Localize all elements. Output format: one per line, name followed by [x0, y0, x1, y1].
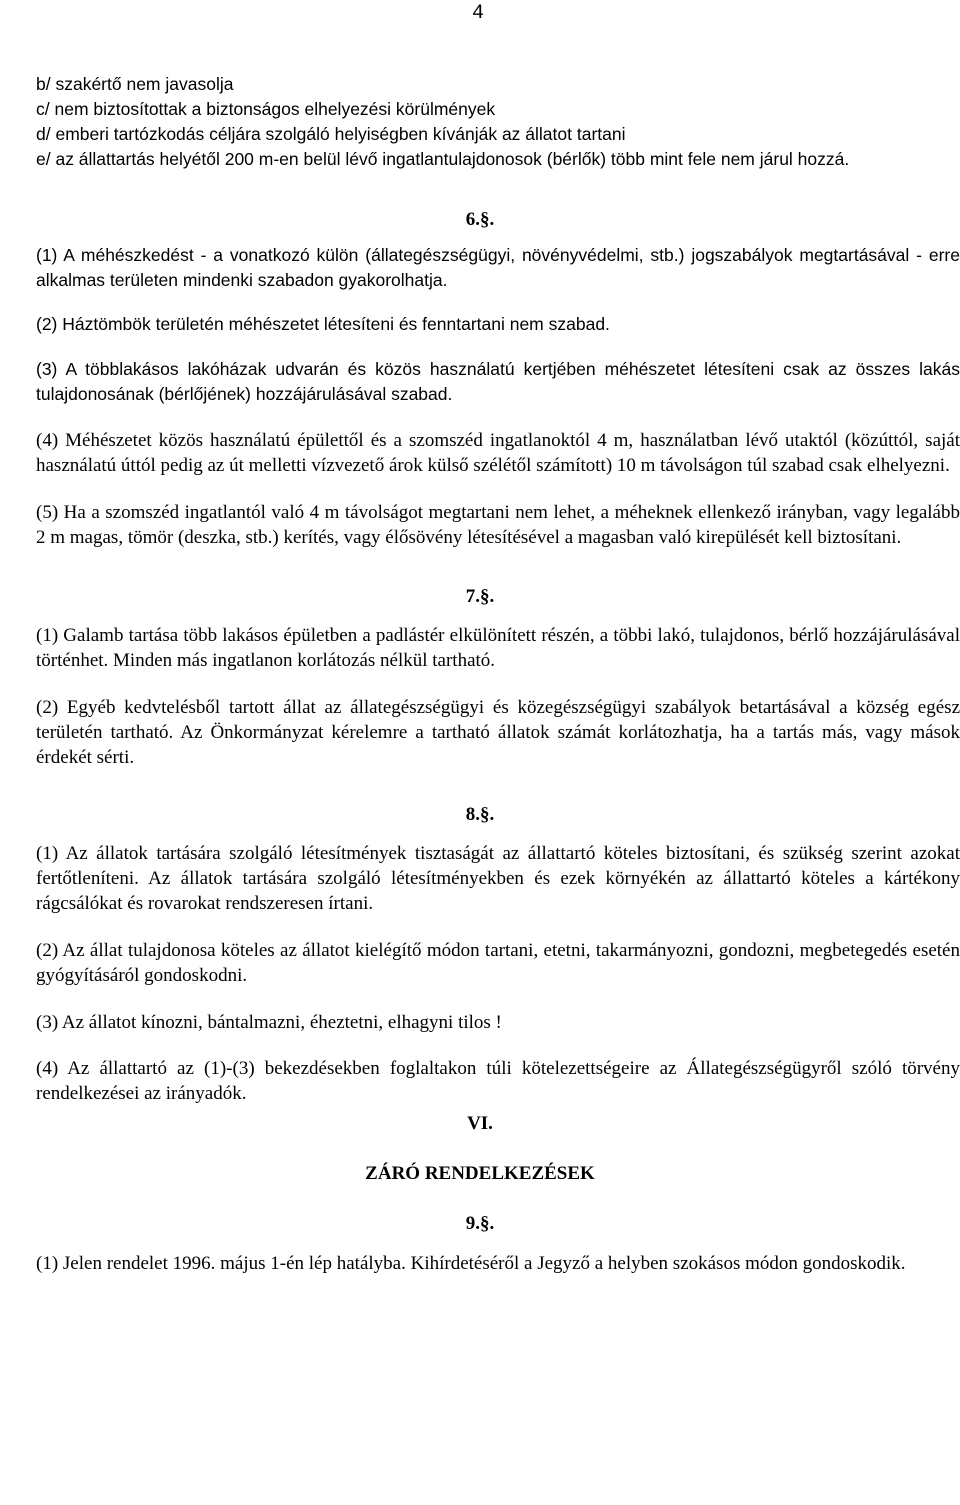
- section-6-paragraph-5: (5) Ha a szomszéd ingatlantól való 4 m távolságot megtartani nem lehet, a méheknek ellenkező irányban, vagy legalább 2 m magas, tömör (deszka, stb.) kerítés, vagy élősövény létesítésével a magasban való kirepülését kell biztosítani.: [36, 502, 960, 548]
- list-item-b: b/ szakértő nem javasolja: [36, 74, 234, 94]
- section-8-paragraph-1: (1) Az állatok tartására szolgáló létesítmények tisztaságát az állattartó köteles biztosítani, és szükség szerint azokat fertőtleníteni. Az állatok tartására szolgáló létesítményekben és ezek környékén az állattartó köteles a kártékony rágcsálókat és rovarokat rendszeresen írtani.: [36, 843, 960, 914]
- section-8-paragraph-2: (2) Az állat tulajdonosa köteles az állatot kielégítő módon tartani, etetni, takarmányozni, gondozni, megbetegedés esetén gyógyításáról gondoskodni.: [36, 940, 960, 986]
- section-8-heading: 8.§.: [465, 804, 495, 825]
- section-6-paragraph-4: (4) Méhészetet közös használatú épülettől és a szomszéd ingatlanoktól 4 m, használatban lévő utaktól (közúttól, saját használatú úttól pedig az út melletti vízvezető árok külső szélétől számított) 10 m távolságon túl szabad csak elhelyezni.: [36, 430, 960, 476]
- document-body: [36, 72, 960, 1276]
- section-6-paragraph-2: (2) Háztömbök területén méhészetet létesíteni és fenntartani nem szabad.: [36, 314, 610, 334]
- section-7-paragraph-1: (1) Galamb tartása több lakásos épületben a padlástér elkülönített részén, a többi lakó, tulajdonos, bérlő hozzájárulásával történhet. Minden más ingatlanon korlátozás nélkül tartható.: [36, 625, 960, 671]
- list-item-c: c/ nem biztosítottak a biztonságos elhelyezési körülmények: [36, 99, 496, 119]
- section-9-paragraph-1: (1) Jelen rendelet 1996. május 1-én lép hatályba. Kihírdetéséről a Jegyző a helyben szokásos módon gondoskodik.: [36, 1253, 906, 1274]
- section-8-paragraph-4: (4) Az állattartó az (1)-(3) bekezdésekben foglaltakon túli kötelezettségeire az Állategészségügyről szóló törvény rendelkezései az irányadók.: [36, 1058, 960, 1104]
- page-number: 4: [472, 2, 485, 25]
- list-block: [36, 72, 960, 172]
- section-7-heading: 7.§.: [465, 586, 495, 607]
- chapter-number: VI.: [467, 1113, 493, 1134]
- section-6-paragraph-1: (1) A méhészkedést - a vonatkozó külön (állategészségügyi, növényvédelmi, stb.) jogszabályok megtartásával - erre alkalmas területen mindenki szabadon gyakorolhatja.: [36, 245, 960, 290]
- section-6-paragraph-3: (3) A többlakásos lakóházak udvarán és közös használatú kertjében méhészetet létesíteni csak az összes lakás tulajdonosának (bérlőjének) hozzájárulásával szabad.: [36, 359, 960, 404]
- section-9-heading: 9.§.: [465, 1213, 495, 1234]
- section-6-heading: 6.§.: [465, 209, 495, 230]
- section-7-paragraph-2: (2) Egyéb kedvtelésből tartott állat az állategészségügyi és közegészségügyi szabályok betartásával a község egész területén tartható. Az Önkormányzat kérelemre a tartható állatok számát korlátozhatja, ha a tartás más, vagy mások érdekét sérti.: [36, 697, 960, 768]
- list-item-e: e/ az állattartás helyétől 200 m-en belül lévő ingatlantulajdonosok (bérlők) több mint fele nem járul hozzá.: [36, 149, 850, 169]
- chapter-title: ZÁRÓ RENDELKEZÉSEK: [365, 1163, 595, 1184]
- section-8-paragraph-3: (3) Az állatot kínozni, bántalmazni, éheztetni, elhagyni tilos !: [36, 1012, 502, 1033]
- list-item-d: d/ emberi tartózkodás céljára szolgáló helyiségben kívánják az állatot tartani: [36, 124, 626, 144]
